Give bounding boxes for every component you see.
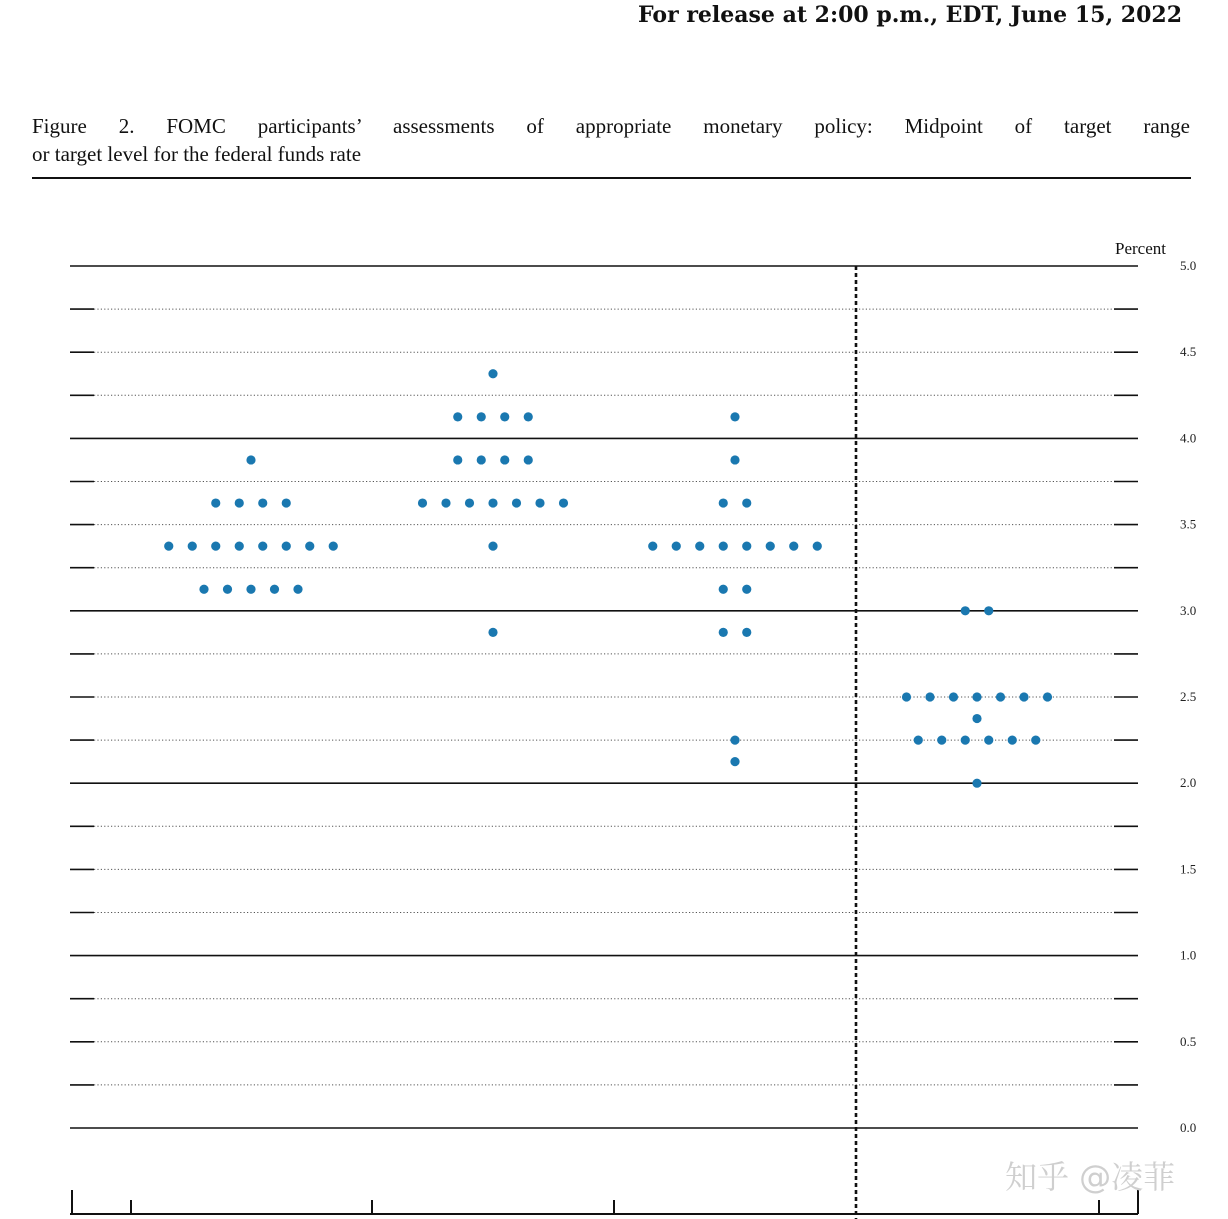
dot-marker xyxy=(500,455,509,464)
dot-marker xyxy=(984,736,993,745)
dot-marker xyxy=(329,542,338,551)
axis xyxy=(70,258,1196,1219)
y-tick-label: 4.5 xyxy=(1180,344,1197,360)
dot-marker xyxy=(477,455,486,464)
dot-marker xyxy=(258,498,267,507)
dot-marker xyxy=(719,542,728,551)
dot-marker xyxy=(211,542,220,551)
dot-marker xyxy=(1008,736,1017,745)
dot-marker xyxy=(199,585,208,594)
dot-marker xyxy=(535,498,544,507)
dot-marker xyxy=(742,628,751,637)
dot-marker xyxy=(730,736,739,745)
dot-marker xyxy=(559,498,568,507)
dot-marker xyxy=(477,412,486,421)
dot-marker xyxy=(188,542,197,551)
dot-marker xyxy=(488,498,497,507)
dot-marker xyxy=(164,542,173,551)
dot-marker xyxy=(789,542,798,551)
y-tick-label: 2.5 xyxy=(1180,689,1197,704)
dot-marker xyxy=(1031,736,1040,745)
dot-marker xyxy=(453,412,462,421)
dot-marker xyxy=(695,542,704,551)
dot-marker xyxy=(949,692,958,701)
dot-marker xyxy=(293,585,302,594)
dot-marker xyxy=(211,498,220,507)
dot-marker xyxy=(742,542,751,551)
dot-marker xyxy=(972,714,981,723)
dot-marker xyxy=(937,736,946,745)
dot-marker xyxy=(270,585,279,594)
dot-marker xyxy=(235,498,244,507)
dot-marker xyxy=(719,628,728,637)
dot-marker xyxy=(441,498,450,507)
dot-marker xyxy=(1043,692,1052,701)
dot-marker xyxy=(235,542,244,551)
dot-markers xyxy=(164,369,1052,788)
y-tick-label: 3.0 xyxy=(1180,602,1197,618)
dot-marker xyxy=(524,455,533,464)
dot-marker xyxy=(914,736,923,745)
dot-marker xyxy=(223,585,232,594)
y-tick-label: 1.0 xyxy=(1180,947,1197,963)
dot-marker xyxy=(972,779,981,788)
dot-marker xyxy=(730,412,739,421)
dot-marker xyxy=(984,606,993,615)
dot-marker xyxy=(258,542,267,551)
dot-marker xyxy=(766,542,775,551)
y-tick-label: 3.5 xyxy=(1180,516,1197,532)
dot-marker xyxy=(453,455,462,464)
dot-marker xyxy=(500,412,509,421)
dot-marker xyxy=(488,628,497,637)
dot-marker xyxy=(512,498,521,507)
dot-marker xyxy=(972,692,981,701)
caption-line-1: Figure 2. FOMC participants’ assessments of appropriate monetary policy: Midpoint of target range xyxy=(32,114,1190,138)
dot-marker xyxy=(648,542,657,551)
y-axis-unit-label: Percent xyxy=(1115,239,1166,258)
dot-marker xyxy=(282,498,291,507)
y-tick-label: 0.5 xyxy=(1180,1033,1197,1049)
dot-marker xyxy=(730,455,739,464)
dot-marker xyxy=(996,692,1005,701)
dot-marker xyxy=(246,455,255,464)
y-tick-label: 2.0 xyxy=(1180,775,1197,791)
dot-marker xyxy=(418,498,427,507)
y-tick-label: 0.0 xyxy=(1180,1120,1197,1135)
dot-marker xyxy=(961,736,970,745)
dot-marker xyxy=(902,692,911,701)
dot-marker xyxy=(524,412,533,421)
watermark-text: 知乎 @凌菲 xyxy=(1005,1158,1176,1196)
y-tick-label: 1.5 xyxy=(1180,861,1197,877)
dot-marker xyxy=(282,542,291,551)
dot-marker xyxy=(246,585,255,594)
dot-marker xyxy=(465,498,474,507)
dot-marker xyxy=(742,585,751,594)
release-notice: For release at 2:00 p.m., EDT, June 15, 2022 xyxy=(638,2,1182,28)
dot-marker xyxy=(1019,692,1028,701)
dot-marker xyxy=(719,498,728,507)
dot-marker xyxy=(813,542,822,551)
dot-marker xyxy=(719,585,728,594)
dot-marker xyxy=(488,369,497,378)
dot-marker xyxy=(672,542,681,551)
dot-marker xyxy=(488,542,497,551)
y-tick-label: 5.0 xyxy=(1180,258,1197,273)
dot-marker xyxy=(742,498,751,507)
dot-marker xyxy=(961,606,970,615)
caption-line-2: or target level for the federal funds rate xyxy=(32,142,362,166)
dot-marker xyxy=(305,542,314,551)
dot-marker xyxy=(730,757,739,766)
y-tick-label: 4.0 xyxy=(1180,430,1197,446)
dot-marker xyxy=(925,692,934,701)
